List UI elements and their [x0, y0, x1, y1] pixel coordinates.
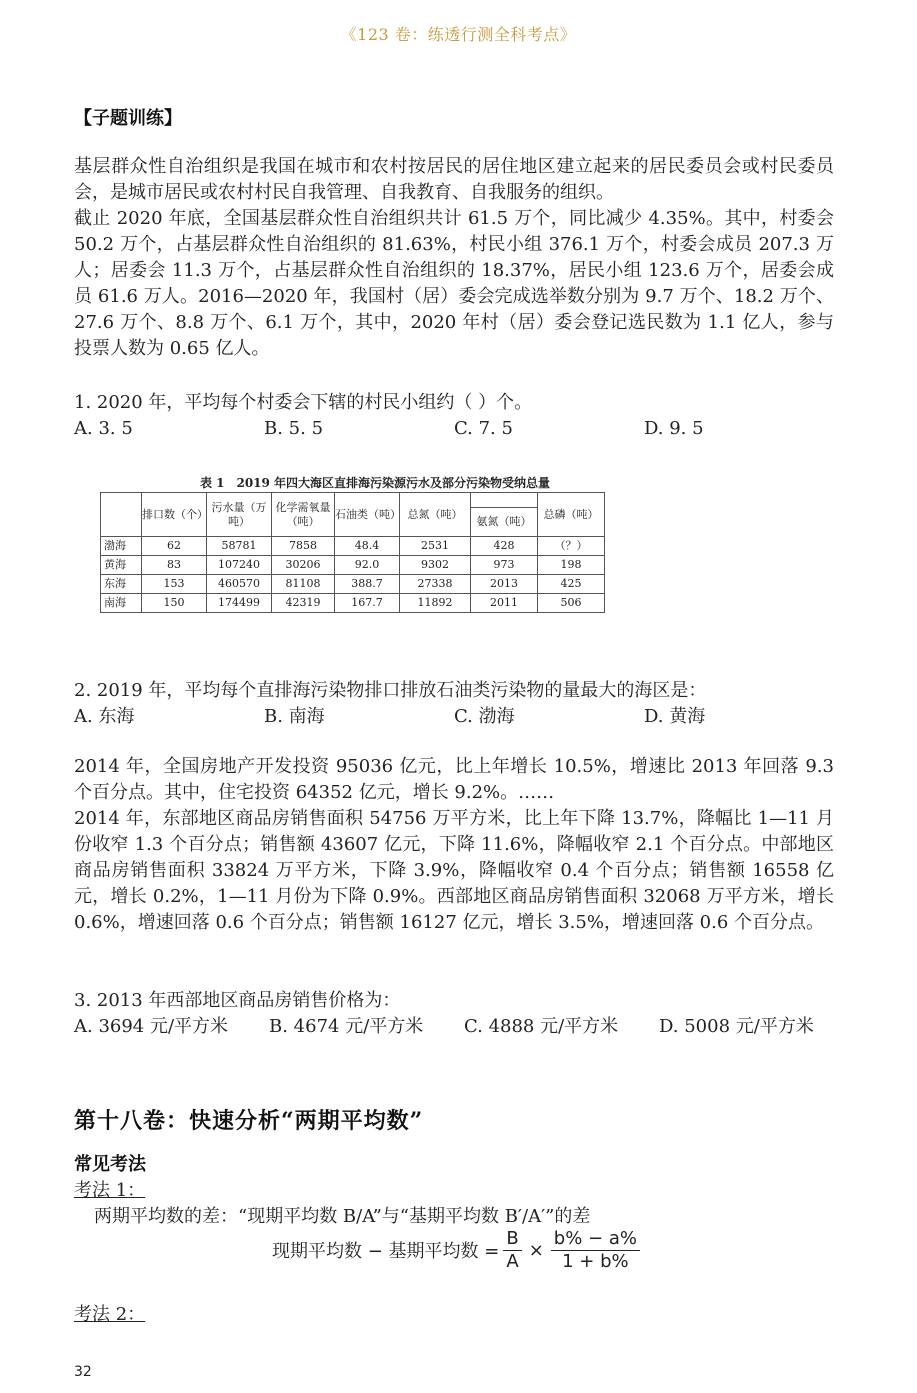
cell: 174499 [207, 594, 272, 613]
passage-2-paragraph-2: 2014 年，东部地区商品房销售面积 54756 万平方米，比上年下降 13.7%，降幅比 1—11 月份收窄 1.3 个百分点；销售额 43607 亿元，下降 11.6%，降幅收窄 2.1 个百分点。中部地区商品房销售面积 33824 万平方米，下降 3.9%，降幅收窄 0.4 个百分点；销售额 16558 亿元，增长 0.2%，1—11 月份为下降 0.9%。西部地区商品房销售面积 32068 万平方米，增长 0.6%，增速回落 0.6 个百分点；销售额 16127 亿元，增长 3.5%，增速回落 0.6 个百分点。 [74, 808, 834, 933]
cell: 2531 [400, 537, 471, 556]
cell: 198 [538, 556, 605, 575]
row-label-nanhai: 南海 [101, 594, 142, 613]
cell: 42319 [272, 594, 335, 613]
passage-1-paragraph-2: 截止 2020 年底，全国基层群众性自治组织共计 61.5 万个，同比减少 4.35%。其中，村委会 50.2 万个，占基层群众性自治组织的 81.63%，村民小组 376.1 万个，村委会成员 207.3 万人；居委会 11.3 万个，占基层群众性自治组织的 18.37%，居民小组 123.6 万个，居委会成员 61.6 万人。2016—2020 年，我国村（居）委会完成选举数分别为 9.7 万个、18.2 万个、27.6 万个、8.8 万个、6.1 万个，其中，2020 年村（居）委会登记选民数为 1.1 亿人，参与投票人数为 0.65 亿人。 [74, 208, 834, 359]
table-row [101, 556, 605, 575]
table-corner-cell [101, 493, 142, 537]
cell: 2011 [471, 594, 538, 613]
q2-option-a[interactable]: A. 东海 [74, 706, 135, 727]
chapter-title: 第十八卷：快速分析“两期平均数” [74, 1108, 424, 1134]
q3-option-b[interactable]: B. 4674 元/平方米 [269, 1016, 424, 1037]
q1-option-c[interactable]: C. 7. 5 [454, 418, 513, 439]
cell: 167.7 [335, 594, 400, 613]
q3-option-c[interactable]: C. 4888 元/平方米 [464, 1016, 619, 1037]
chapter-subhead: 常见考法 [74, 1154, 146, 1175]
cell: 81108 [272, 575, 335, 594]
pollution-table [100, 492, 605, 613]
row-label-donghai: 东海 [101, 575, 142, 594]
formula-fraction-1-numerator: B [503, 1228, 521, 1251]
col-header-outlets: 排口数（个） [142, 493, 207, 537]
section-label: 【子题训练】 [74, 108, 182, 129]
method-1-description: 两期平均数的差：“现期平均数 B/A”与“基期平均数 B′/A′”的差 [94, 1206, 591, 1227]
formula-fraction-2-numerator: b% − a% [551, 1228, 640, 1251]
col-header-total-nitrogen: 总氮（吨） [400, 493, 471, 537]
q3-option-a[interactable]: A. 3694 元/平方米 [74, 1016, 229, 1037]
question-1-options [74, 416, 854, 442]
row-label-bohai: 渤海 [101, 537, 142, 556]
cell: 506 [538, 594, 605, 613]
formula-fraction-2-denominator: 1 + b% [562, 1250, 629, 1272]
cell: 58781 [207, 537, 272, 556]
cell: 460570 [207, 575, 272, 594]
q3-option-d[interactable]: D. 5008 元/平方米 [659, 1016, 814, 1037]
cell: 388.7 [335, 575, 400, 594]
col-header-cod: 化学需氧量（吨） [272, 493, 335, 537]
cell: 11892 [400, 594, 471, 613]
cell: 48.4 [335, 537, 400, 556]
passage-2 [74, 754, 834, 936]
formula-lhs: 现期平均数 − 基期平均数 = [272, 1241, 500, 1262]
question-2-stem: 2. 2019 年，平均每个直排海污染物排口排放石油类污染物的量最大的海区是： [74, 680, 707, 701]
question-1-stem: 1. 2020 年，平均每个村委会下辖的村民小组约（ ）个。 [74, 392, 533, 413]
col-header-blank [471, 493, 538, 508]
table-row [101, 594, 605, 613]
cell: 92.0 [335, 556, 400, 575]
col-header-total-phosphorus: 总磷（吨） [538, 493, 605, 537]
cell: 83 [142, 556, 207, 575]
cell: 30206 [272, 556, 335, 575]
cell: 150 [142, 594, 207, 613]
cell: （？） [538, 537, 605, 556]
q1-option-d[interactable]: D. 9. 5 [644, 418, 704, 439]
question-3-options [74, 1014, 854, 1040]
row-label-huanghai: 黄海 [101, 556, 142, 575]
col-header-sewage: 污水量（万吨） [207, 493, 272, 537]
cell: 7858 [272, 537, 335, 556]
average-difference-formula [272, 1222, 644, 1278]
cell: 9302 [400, 556, 471, 575]
q1-option-a[interactable]: A. 3. 5 [74, 418, 133, 439]
cell: 153 [142, 575, 207, 594]
q2-option-b[interactable]: B. 南海 [264, 706, 325, 727]
formula-times-sign: × [528, 1239, 544, 1261]
cell: 107240 [207, 556, 272, 575]
method-2-label: 考法 2： [74, 1304, 146, 1325]
q1-option-b[interactable]: B. 5. 5 [264, 418, 324, 439]
table-caption: 表 1 2019 年四大海区直排海污染源污水及部分污染物受纳总量 [199, 476, 551, 490]
book-title-header: 《123 卷：练透行测全科考点》 [340, 25, 577, 44]
table-header-row [101, 493, 605, 508]
cell: 2013 [471, 575, 538, 594]
col-header-petroleum: 石油类（吨） [335, 493, 400, 537]
question-2-options [74, 704, 854, 730]
cell: 425 [538, 575, 605, 594]
formula-fraction-1-denominator: A [506, 1250, 519, 1272]
q2-option-c[interactable]: C. 渤海 [454, 706, 515, 727]
cell: 973 [471, 556, 538, 575]
passage-2-paragraph-1: 2014 年，全国房地产开发投资 95036 亿元，比上年增长 10.5%，增速比 2013 年回落 9.3 个百分点。其中，住宅投资 64352 亿元，增长 9.2%。…… [74, 756, 834, 803]
question-3-stem: 3. 2013 年西部地区商品房销售价格为： [74, 990, 401, 1011]
page-number: 32 [74, 1364, 92, 1380]
formula-fraction-2 [551, 1228, 640, 1273]
table-row [101, 537, 605, 556]
formula-fraction-1 [503, 1228, 521, 1273]
passage-1 [74, 154, 834, 362]
table-row [101, 575, 605, 594]
cell: 27338 [400, 575, 471, 594]
col-header-ammonia: 氨氮（吨） [471, 508, 538, 537]
passage-1-paragraph-1: 基层群众性自治组织是我国在城市和农村按居民的居住地区建立起来的居民委员会或村民委员会，是城市居民或农村村民自我管理、自我教育、自我服务的组织。 [74, 156, 834, 203]
q2-option-d[interactable]: D. 黄海 [644, 706, 706, 727]
method-1-label: 考法 1： [74, 1180, 146, 1201]
cell: 428 [471, 537, 538, 556]
cell: 62 [142, 537, 207, 556]
